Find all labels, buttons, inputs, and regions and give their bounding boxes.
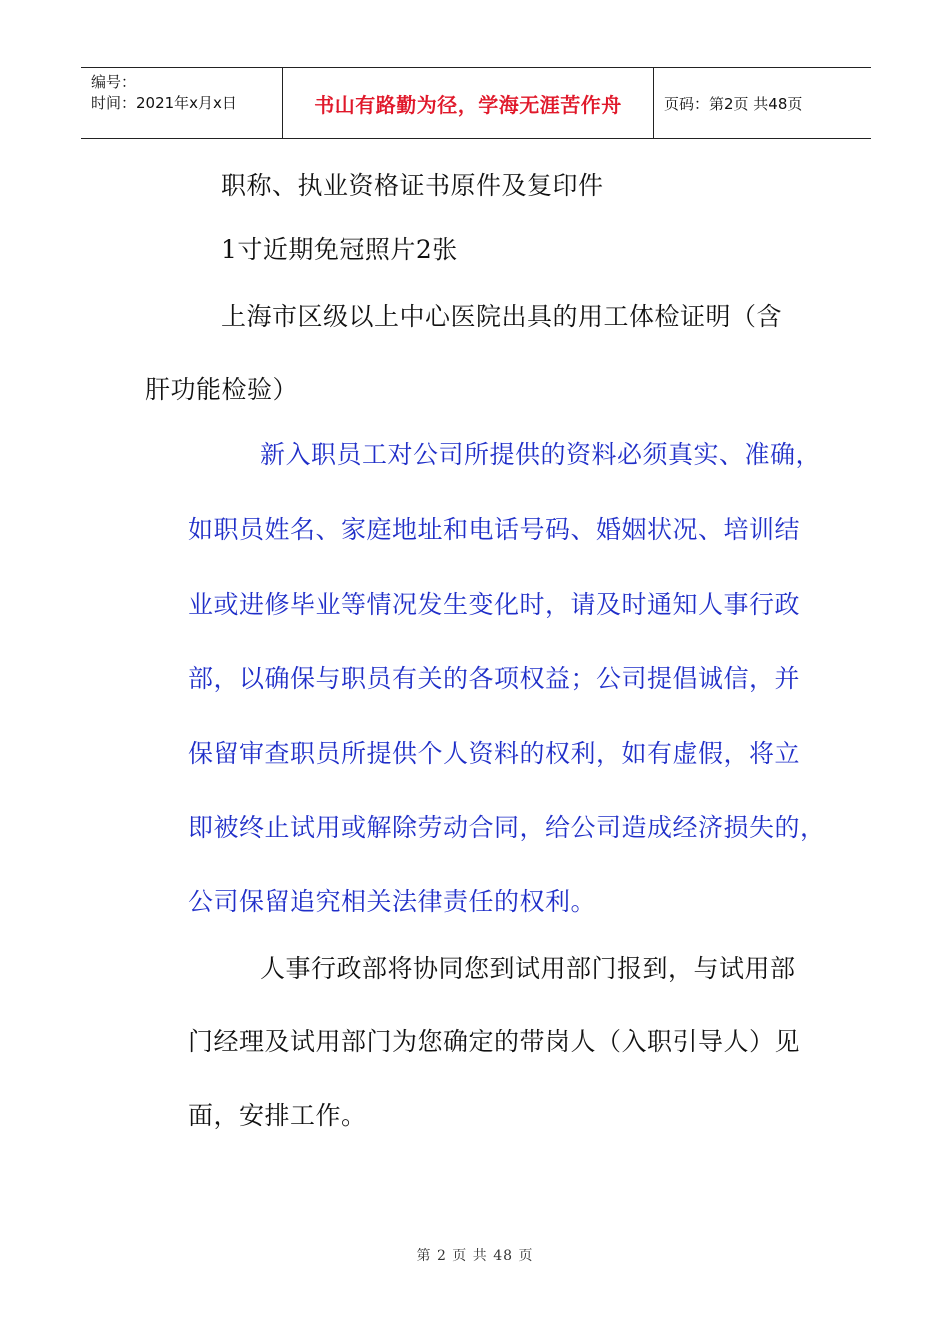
requirement-item-3: 上海市区级以上中心医院出具的用工体检证明（含 [221, 302, 783, 331]
time-label: 时间：2021年x月x日 [91, 94, 237, 112]
final-paragraph-line-1: 人事行政部将协同您到试用部门报到，与试用部 [260, 954, 796, 983]
blue-paragraph-line-3: 业或进修毕业等情况发生变化时，请及时通知人事行政 [188, 590, 801, 619]
final-paragraph-line-2: 门经理及试用部门为您确定的带岗人（入职引导人）见 [188, 1027, 801, 1056]
final-paragraph-line-3: 面，安排工作。 [188, 1101, 367, 1130]
blue-paragraph-line-6: 即被终止试用或解除劳动合同，给公司造成经济损失的， [188, 813, 826, 842]
blue-paragraph-line-4: 部，以确保与职员有关的各项权益；公司提倡诚信，并 [188, 664, 801, 693]
header-motto: 书山有路勤为径，学海无涯苦作舟 [282, 68, 654, 138]
blue-paragraph-line-2: 如职员姓名、家庭地址和电话号码、婚姻状况、培训结 [188, 515, 801, 544]
page-footer: 第 2 页 共 48 页 [416, 1248, 534, 1264]
header-meta [81, 68, 282, 138]
requirement-item-2: 1寸近期免冠照片2张 [221, 235, 458, 264]
blue-paragraph-line-7: 公司保留追究相关法律责任的权利。 [188, 887, 597, 916]
blue-paragraph-line-1: 新入职员工对公司所提供的资料必须真实、准确， [260, 440, 822, 469]
blue-paragraph-line-5: 保留审查职员所提供个人资料的权利，如有虚假，将立 [188, 739, 801, 768]
number-label: 编号： [91, 73, 137, 91]
header-page-info: 页码：第2页 共48页 [664, 94, 803, 113]
requirement-item-1: 职称、执业资格证书原件及复印件 [221, 171, 604, 200]
requirement-item-3-cont: 肝功能检验） [145, 375, 299, 404]
page-header [81, 67, 871, 139]
